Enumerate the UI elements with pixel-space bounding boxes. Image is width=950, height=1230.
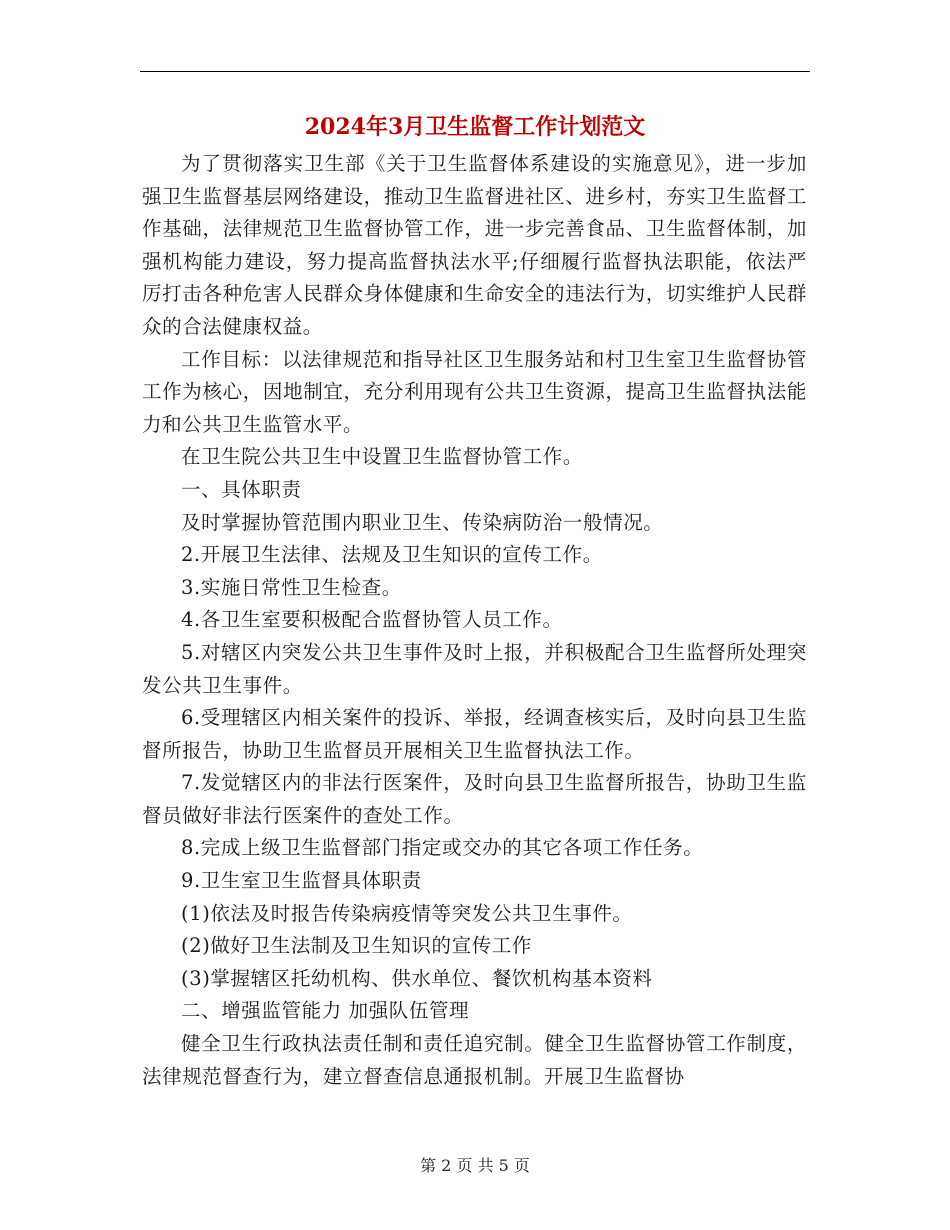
paragraph: 工作目标：以法律规范和指导社区卫生服务站和村卫生室卫生监督协管工作为核心，因地制宜，充分利用现有公共卫生资源，提高卫生监督执法能力和公共卫生监管水平。 — [142, 347, 807, 436]
list-item: 2.开展卫生法律、法规及卫生知识的宣传工作。 — [181, 543, 603, 567]
list-item: 8.完成上级卫生监督部门指定或交办的其它各项工作任务。 — [181, 836, 704, 860]
paragraph: 在卫生院公共卫生中设置卫生监督协管工作。 — [181, 445, 584, 469]
sub-list-item: (1)依法及时报告传染病疫情等突发公共卫生事件。 — [181, 901, 633, 925]
section-heading: 二、增强监管能力 加强队伍管理 — [181, 999, 470, 1023]
paragraph: 及时掌握协管范围内职业卫生、传染病防治一般情况。 — [181, 510, 664, 534]
list-item: 4.各卫生室要积极配合监督协管人员工作。 — [181, 608, 563, 632]
sub-list-item: (3)掌握辖区托幼机构、供水单位、餐饮机构基本资料 — [181, 966, 653, 990]
document-title: 2024年3月卫生监督工作计划范文 — [304, 114, 646, 140]
list-item: 9.卫生室卫生监督具体职责 — [181, 869, 422, 893]
list-item: 5.对辖区内突发公共卫生事件及时上报，并积极配合卫生监督所处理突发公共卫生事件。 — [142, 640, 807, 697]
header-rule — [140, 71, 810, 72]
page-footer: 第 2 页 共 5 页 — [420, 1156, 530, 1175]
document-body — [142, 148, 807, 1093]
list-item: 3.实施日常性卫生检查。 — [181, 575, 402, 599]
section-heading: 一、具体职责 — [181, 477, 302, 501]
list-item: 6.受理辖区内相关案件的投诉、举报，经调查核实后，及时向县卫生监督所报告，协助卫生监督员开展相关卫生监督执法工作。 — [142, 706, 807, 762]
paragraph: 健全卫生行政执法责任制和责任追究制。健全卫生监督协管工作制度，法律规范督查行为，建立督查信息通报机制。开展卫生监督协 — [142, 1032, 807, 1088]
list-item: 7.发觉辖区内的非法行医案件，及时向县卫生监督所报告，协助卫生监督员做好非法行医案件的查处工作。 — [142, 771, 807, 827]
paragraph: 为了贯彻落实卫生部《关于卫生监督体系建设的实施意见》，进一步加强卫生监督基层网络建设，推动卫生监督进社区、进乡村，夯实卫生监督工作基础，法律规范卫生监督协管工作，进一步完善食品、卫生监督体制，加强机构能力建设，努力提高监督执法水平;仔细履行监督执法职能，依法严厉打击各种危害人民群众身体健康和生命安全的违法行为，切实维护人民群众的合法健康权益。 — [142, 152, 807, 338]
sub-list-item: (2)做好卫生法制及卫生知识的宣传工作 — [181, 934, 533, 958]
